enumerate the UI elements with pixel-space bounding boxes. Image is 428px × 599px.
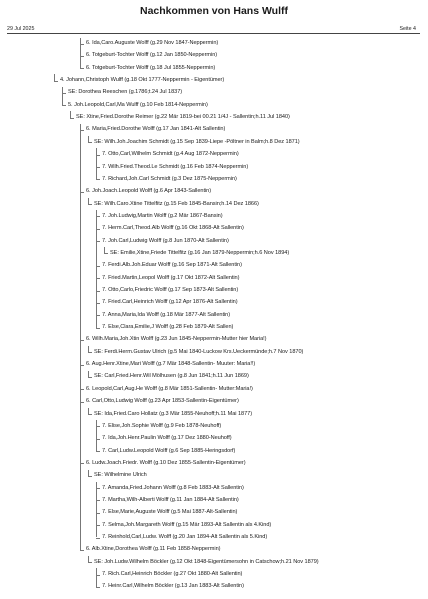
tree-connector [104, 253, 108, 254]
spouse-entry: SE: Xtine,Fried.Dorothe Reimer (g.22 Mär 1819-bei 00.21 1/4J - Sallentin;h.11 Jul 1840) [76, 114, 290, 121]
spouse-entry: SE: Wilh.Caro.Xtine Tittelfitz (g.15 Feb 1845-Bansin;h.14 Dez 1866) [94, 200, 259, 207]
descendant-entry: 7. Wilh.Fried.Theod.Le Schmidt (g.16 Feb 1874-Neppermin) [102, 163, 249, 170]
spouse-entry: SE: Carl,Fried.Henr.Wil Mölhusen (g.8 Jun 1841;h.11 Jun 1869) [94, 373, 249, 380]
tree-branch-line [88, 346, 89, 352]
tree-connector [88, 142, 92, 143]
page-title: Nachkommen von Hans Wulff [140, 5, 288, 17]
descendant-entry: 7. Reinhold,Carl,Ludw. Wolff (g.20 Jan 1894-Alt Sallentin als 5.Kind) [102, 534, 268, 540]
descendant-entry: 6. Alb.Xtine,Dorothea Wolff (g.11 Feb 1858-Neppermin) [86, 546, 221, 553]
spouse-entry: SE: Emilie,Xtine,Friede Tittelfitz (g.16 Jan 1879-Neppermin;h.6 Nov 1894) [110, 249, 290, 256]
tree-branch-line [88, 408, 89, 414]
tree-connector [88, 377, 92, 378]
tree-connector [96, 451, 100, 452]
tree-branch-line [96, 210, 97, 327]
descendant-entry: 7. Otto,Carlo,Friedric Wolff (g.17 Sep 1873-Alt Sallentin) [102, 287, 239, 293]
tree-connector [80, 550, 84, 551]
tree-branch-line [96, 482, 97, 538]
tree-branch-line [88, 556, 89, 562]
tree-branch-line [80, 124, 81, 550]
descendant-entry: 7. Elise,Joh.Sophie Wolff (g.9 Feb 1878-Neuhoff) [102, 422, 222, 429]
descendant-entry: 6. Ida,Caro.Auguste Wolff (g.29 Nov 1847-Neppermin) [86, 40, 219, 46]
descendant-entry: 7. Fried.Carl,Heinrich Wolff (g.12 Apr 1876-Alt Sallentin) [102, 299, 238, 306]
tree-connector [88, 204, 92, 205]
tree-branch-line [96, 568, 97, 587]
tree-connector [96, 587, 100, 588]
descendant-entry: 7. Heinr.Carl,Wilhelm Böckler (g.13 Jan 1883-Alt Sallentin) [102, 583, 244, 590]
tree-connector [96, 179, 100, 180]
tree-branch-line [80, 38, 81, 68]
header-rule [7, 33, 420, 34]
descendant-entry: 7. Joh.Ludwig,Martin Wolff (g.2 Mär 1867-Bansin) [102, 212, 223, 219]
descendant-entry: 6. Maria,Fried.Dorothe Wolff (g.17 Jan 1841-Alt Sallentin) [86, 126, 226, 133]
descendant-tree [0, 38, 428, 594]
tree-branch-line [96, 148, 97, 179]
spouse-entry: SE: Wilh.Joh.Joachim Schmidt (g.15 Sep 1839-Liepe -Pöltner in Balm;h.8 Dez 1871) [94, 138, 300, 145]
descendant-entry: 7. Richard,Joh.Carl Schmidt (g.3 Dez 1875-Neppermin) [102, 175, 237, 182]
descendant-entry: 6. Leopold,Carl,Aug.He Wolff (g.8 Mär 1851-Sallentin- Mutter:Maria!) [86, 385, 253, 392]
descendant-entry: 6. Totgeburt-Tochter Wolff (g.18 Jul 1855-Neppermin) [86, 64, 216, 71]
descendant-entry: 6. Totgeburt-Tochter Wolff (g.12 Jan 1850-Neppermin) [86, 52, 218, 59]
descendant-entry: 7. Rich.Carl,Heinrich Böckler (g.27 Okt 1880-Alt Sallentin) [102, 571, 243, 578]
tree-connector [88, 414, 92, 415]
spouse-entry: SE: Dorothea Reeschen (g.1786;t.24 Jul 1837) [68, 89, 183, 96]
tree-connector [70, 118, 74, 119]
tree-branch-line [54, 74, 55, 80]
spouse-entry: SE: Wilhelmine Ulrich [94, 472, 147, 479]
descendant-entry: 6. Ludw.Joach.Friedr. Wolff (g.10 Dez 1855-Sallentin-Eigentümer) [86, 459, 246, 466]
descendant-entry: 7. Amanda,Fried.Johann Wolff (g.8 Feb 1883-Alt Sallentin) [102, 484, 244, 491]
tree-branch-line [96, 420, 97, 451]
descendant-entry: 7. Joh.Carl,Ludwig Wolff (g.8 Jun 1870-Alt Sallentin) [102, 237, 229, 244]
tree-connector [88, 562, 92, 563]
print-date: 29 Jul 2025 [7, 26, 35, 32]
tree-branch-line [62, 87, 63, 106]
descendant-entry: 6. Aug.Henr.Xtine,Mari Wolff (g.7 Mär 1848-Sallentin- Muuter: Maria!!) [86, 361, 256, 368]
tree-connector [88, 476, 92, 477]
tree-connector [62, 105, 66, 106]
tree-connector [80, 68, 84, 69]
descendant-entry: 6. Wilh.Maria,Joh.Xtin Wolff (g.23 Jun 1845-Neppermin-Mutter hier Maria!) [86, 336, 267, 343]
descendant-entry: 7. Martha,Wilh-Alberti Wolff (g.11 Jan 1884-Alt Sallentin) [102, 496, 239, 503]
descendant-entry: 7. Else,Marie,Auguste Wolff (g.5 Mai 1887-Alt-Sallentin) [102, 509, 238, 516]
descendant-entry: 7. Fried.Martin,Leopol Wolff (g.17 Okt 1872-Alt Sallentin) [102, 274, 240, 281]
descendant-entry: 7. Else,Clara,Emilie,J Wolff (g.28 Feb 1879-Alt Sallen) [102, 324, 234, 331]
descendant-entry: 6. Carl,Otto,Ludwig Wolff (g.23 Apr 1853-Sallentin-Eigentümer) [86, 398, 239, 405]
tree-branch-line [88, 371, 89, 377]
tree-branch-line [88, 198, 89, 204]
tree-branch-line [104, 247, 105, 253]
descendant-entry: 7. Herm.Carl,Theod.Alb Wolff (g.16 Okt 1868-Alt Sallentin) [102, 225, 244, 232]
tree-connector [96, 328, 100, 329]
descendant-entry: 7. Otto,Carl,Wilhelm Schmidt (g.4 Aug 1872-Neppermin) [102, 151, 239, 158]
tree-connector [88, 352, 92, 353]
descendant-entry: 7. Anna,Maria,Ida Wolff (g.18 Mär 1877-Alt Sallentin) [102, 311, 231, 318]
tree-branch-line [88, 136, 89, 142]
tree-connector [96, 538, 100, 539]
descendant-entry: 5. Joh.Leopold,Carl,Ma Wulff (g.10 Feb 1814-Neppermin) [68, 101, 208, 108]
spouse-entry: SE: Ida,Fried.Caro Hollatz (g.3 Mär 1855-Neuhoff;h.11 Mai 1877) [94, 410, 253, 417]
page-number: Seite 4 [399, 26, 416, 32]
tree-connector [54, 81, 58, 82]
spouse-entry: SE: Joh.Ludw.Wilhelm Böckler (g.12 Okt 1848-Eigentümersohn in Catschow;h.21 Nov 1879) [94, 558, 319, 565]
descendant-entry: 6. Joh.Joach.Leopold Wolff (g.6 Apr 1843-Sallentin) [86, 188, 212, 195]
tree-branch-line [88, 470, 89, 476]
descendant-entry: 7. Ferdi.Alb.Joh.Eduar Wolff (g.16 Sep 1871-Alt Sallentin) [102, 262, 242, 269]
descendant-entry: 7. Carl,Ludw.Leopold Wolff (g.6 Sep 1885-Heringsdorf) [102, 447, 236, 454]
tree-branch-line [70, 111, 71, 117]
descendant-entry: 4. Johann,Christoph Wulff (g.18 Okt 1777-Neppermin - Eigentümer) [60, 77, 225, 84]
spouse-entry: SE: Ferdi.Herm.Gustav Ulrich (g.5 Mai 1840-Luckow Krs.Ueckermünde;h.7 Nov 1870) [94, 348, 304, 355]
descendant-entry: 7. Selma,Joh.Margareth Wolff (g.15 Mär 1893-Alt Sallentin als 4.Kind) [102, 521, 272, 528]
descendant-entry: 7. Ida,Joh.Henr.Paulin Wolff (g.17 Dez 1880-Neuhoff) [102, 435, 232, 442]
